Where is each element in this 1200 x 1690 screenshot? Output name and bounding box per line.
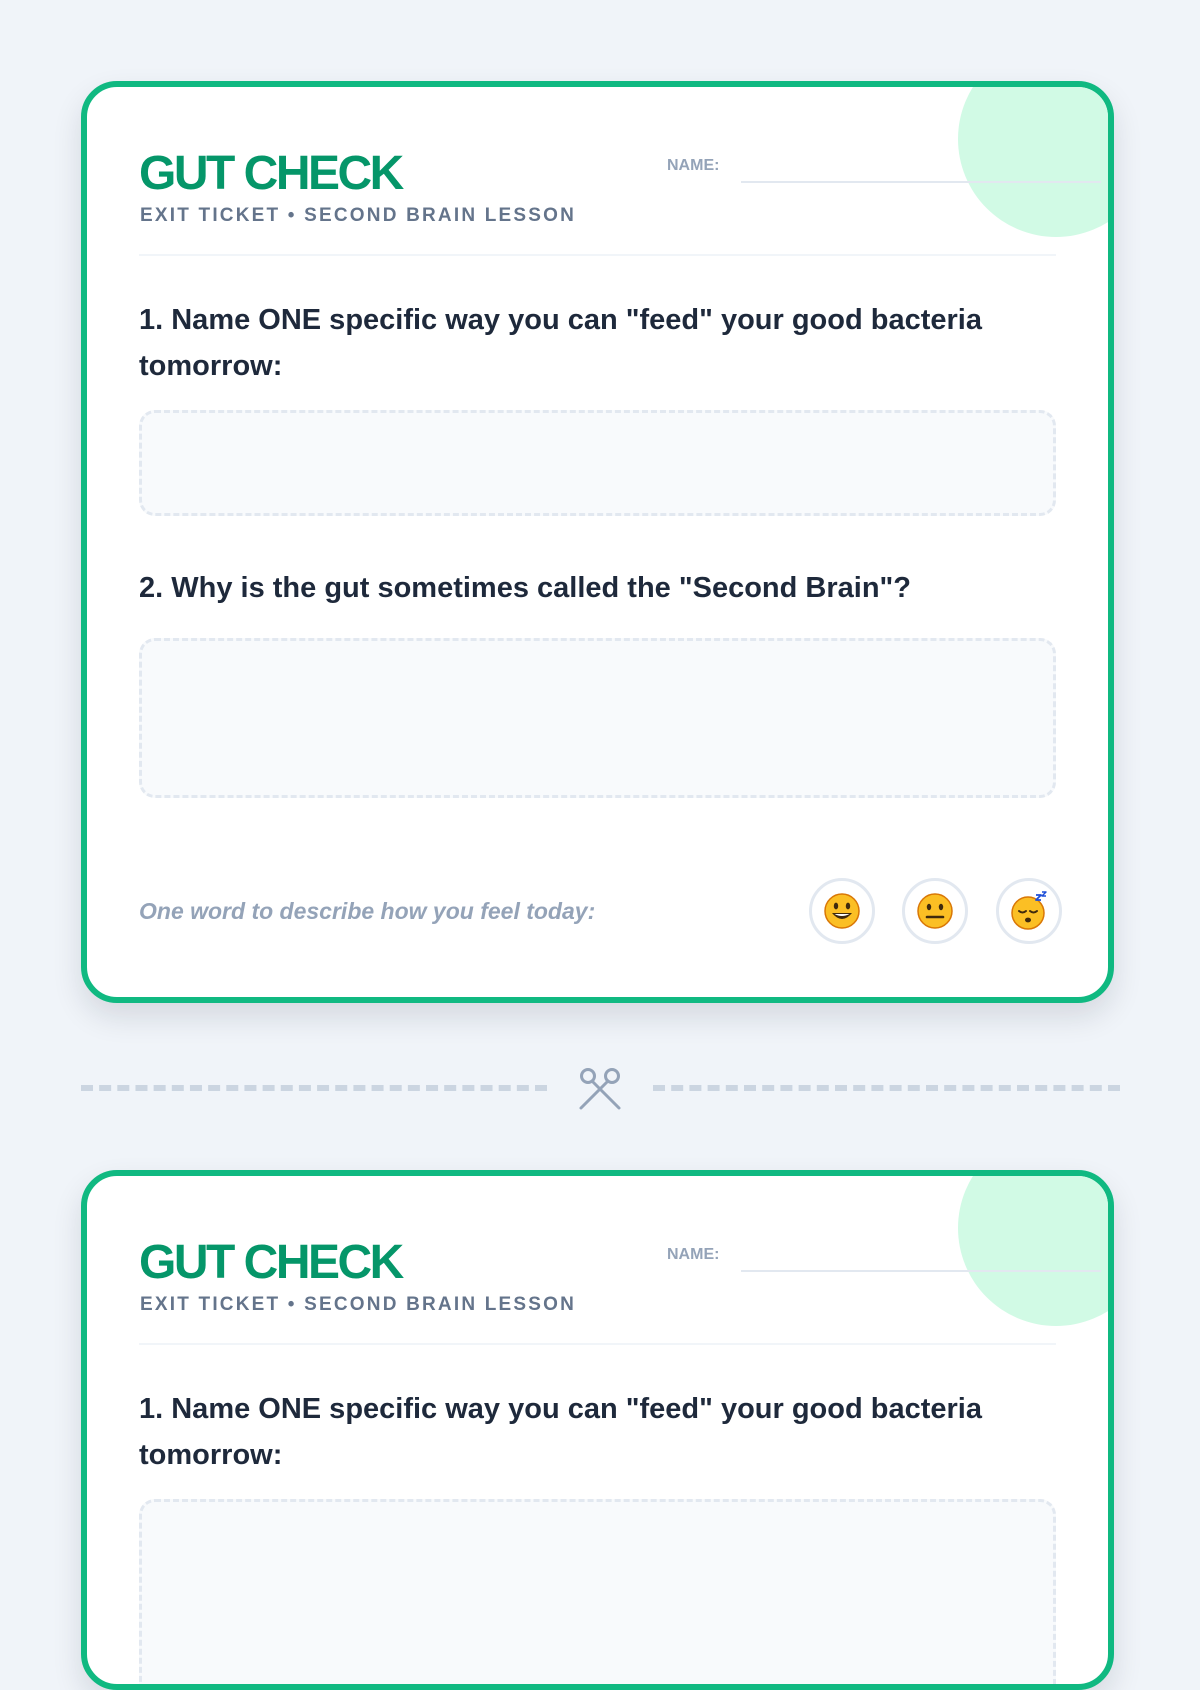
mood-neutral-button[interactable] [902, 878, 968, 944]
corner-decoration [958, 1170, 1114, 1326]
cut-line-right [653, 1085, 1120, 1091]
header-divider [139, 254, 1056, 256]
cut-line-left [81, 1085, 547, 1091]
sleepy-face-icon [1009, 891, 1049, 931]
ticket-subtitle: EXIT TICKET • SECOND BRAIN LESSON [140, 205, 577, 226]
name-label: NAME: [667, 157, 720, 174]
question-1: 1. Name ONE specific way you can "feed" your good bacteria tomorrow: [139, 304, 982, 382]
header-divider [139, 1343, 1056, 1345]
exit-ticket-card [81, 1170, 1114, 1690]
answer-box-2[interactable] [139, 638, 1056, 798]
question-1: 1. Name ONE specific way you can "feed" your good bacteria tomorrow: [139, 1393, 982, 1471]
answer-box-1[interactable] [139, 410, 1056, 516]
answer-box-1[interactable] [139, 1499, 1056, 1690]
exit-ticket-card [81, 81, 1114, 1003]
feel-prompt: One word to describe how you feel today: [139, 898, 596, 924]
question-2: 2. Why is the gut sometimes called the "Second Brain"? [139, 572, 911, 604]
ticket-title: GUT CHECK [139, 147, 402, 200]
name-field[interactable] [741, 1270, 1101, 1272]
name-label: NAME: [667, 1246, 720, 1263]
mood-happy-button[interactable] [809, 878, 875, 944]
scissors-icon [577, 1066, 623, 1112]
ticket-subtitle: EXIT TICKET • SECOND BRAIN LESSON [140, 1294, 577, 1315]
mood-sleepy-button[interactable] [996, 878, 1062, 944]
neutral-face-icon [915, 891, 955, 931]
ticket-title: GUT CHECK [139, 1236, 402, 1289]
name-field[interactable] [741, 181, 1101, 183]
happy-face-icon [822, 891, 862, 931]
corner-decoration [958, 81, 1114, 237]
